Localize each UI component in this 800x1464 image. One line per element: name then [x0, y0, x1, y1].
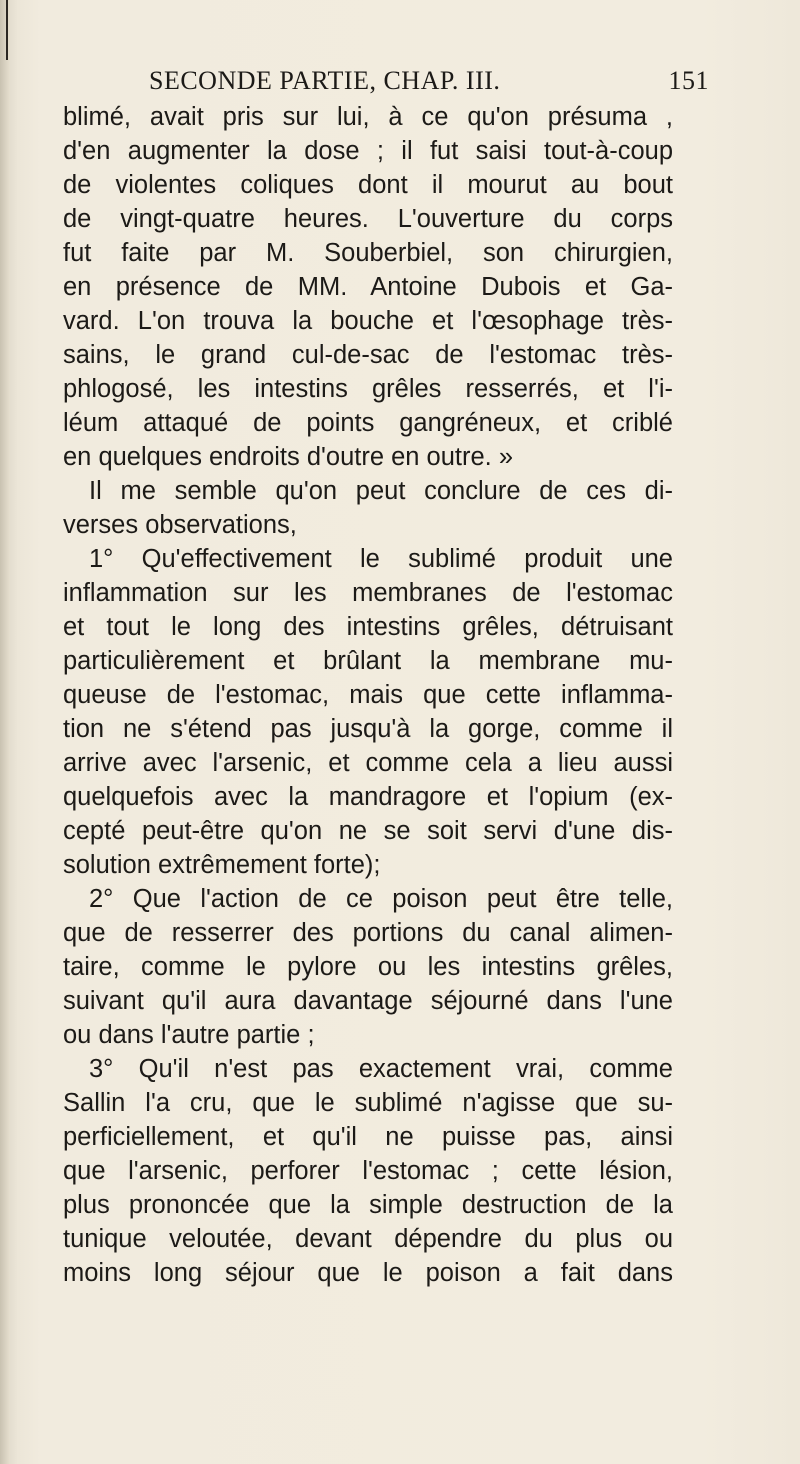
text-line: Sallin l'a cru, que le sublimé n'agisse que su-: [63, 1089, 673, 1117]
text-line: taire, comme le pylore ou les intestins grêles,: [63, 953, 673, 981]
text-line: ou dans l'autre partie ;: [63, 1021, 315, 1049]
text-line: en quelques endroits d'outre en outre. »: [63, 443, 514, 471]
text-line: phlogosé, les intestins grêles resserrés, et l'i-: [63, 375, 673, 403]
text-line: léum attaqué de points gangréneux, et criblé: [63, 409, 673, 437]
body-text: [63, 100, 673, 1290]
text-line: plus prononcée que la simple destruction de la: [63, 1191, 673, 1219]
text-line: fut faite par M. Souberbiel, son chirurgien,: [63, 239, 673, 267]
text-line: particulièrement et brûlant la membrane mu-: [63, 647, 673, 675]
text-line: 3° Qu'il n'est pas exactement vrai, comme: [89, 1055, 673, 1083]
page-number: 151: [668, 66, 709, 95]
text-line: vard. L'on trouva la bouche et l'œsophage très-: [63, 307, 673, 335]
running-title: SECONDE PARTIE, CHAP. III.: [149, 66, 501, 95]
text-line: 1° Qu'effectivement le sublimé produit une: [89, 545, 673, 573]
text-line: que de resserrer des portions du canal alimen-: [63, 919, 673, 947]
text-line: suivant qu'il aura davantage séjourné dans l'une: [63, 987, 673, 1015]
text-line: Il me semble qu'on peut conclure de ces di-: [89, 477, 673, 505]
page-gutter: [0, 0, 10, 1464]
text-line: tion ne s'étend pas jusqu'à la gorge, comme il: [63, 715, 673, 743]
text-line: 2° Que l'action de ce poison peut être telle,: [89, 885, 673, 913]
text-line: perficiellement, et qu'il ne puisse pas, ainsi: [63, 1123, 673, 1151]
text-line: et tout le long des intestins grêles, détruisant: [63, 613, 673, 641]
text-line: quelquefois avec la mandragore et l'opium (ex-: [63, 783, 673, 811]
text-line: blimé, avait pris sur lui, à ce qu'on présuma ,: [63, 103, 673, 131]
text-line: de vingt-quatre heures. L'ouverture du corps: [63, 205, 673, 233]
text-line: arrive avec l'arsenic, et comme cela a lieu aussi: [63, 749, 673, 777]
text-line: solution extrêmement forte);: [63, 851, 381, 879]
text-line: sains, le grand cul-de-sac de l'estomac très-: [63, 341, 673, 369]
text-line: inflammation sur les membranes de l'estomac: [63, 579, 673, 607]
text-line: en présence de MM. Antoine Dubois et Ga-: [63, 273, 673, 301]
text-line: d'en augmenter la dose ; il fut saisi tout-à-coup: [63, 137, 673, 165]
running-header: [149, 66, 709, 98]
text-line: queuse de l'estomac, mais que cette inflamma-: [63, 681, 673, 709]
text-line: que l'arsenic, perforer l'estomac ; cette lésion,: [63, 1157, 673, 1185]
text-line: cepté peut-être qu'on ne se soit servi d'une dis-: [63, 817, 673, 845]
text-line: de violentes coliques dont il mourut au bout: [63, 171, 673, 199]
text-line: tunique veloutée, devant dépendre du plus ou: [63, 1225, 673, 1253]
gutter-mark: [6, 0, 8, 60]
text-line: moins long séjour que le poison a fait dans: [63, 1259, 673, 1287]
text-line: verses observations,: [63, 511, 297, 539]
